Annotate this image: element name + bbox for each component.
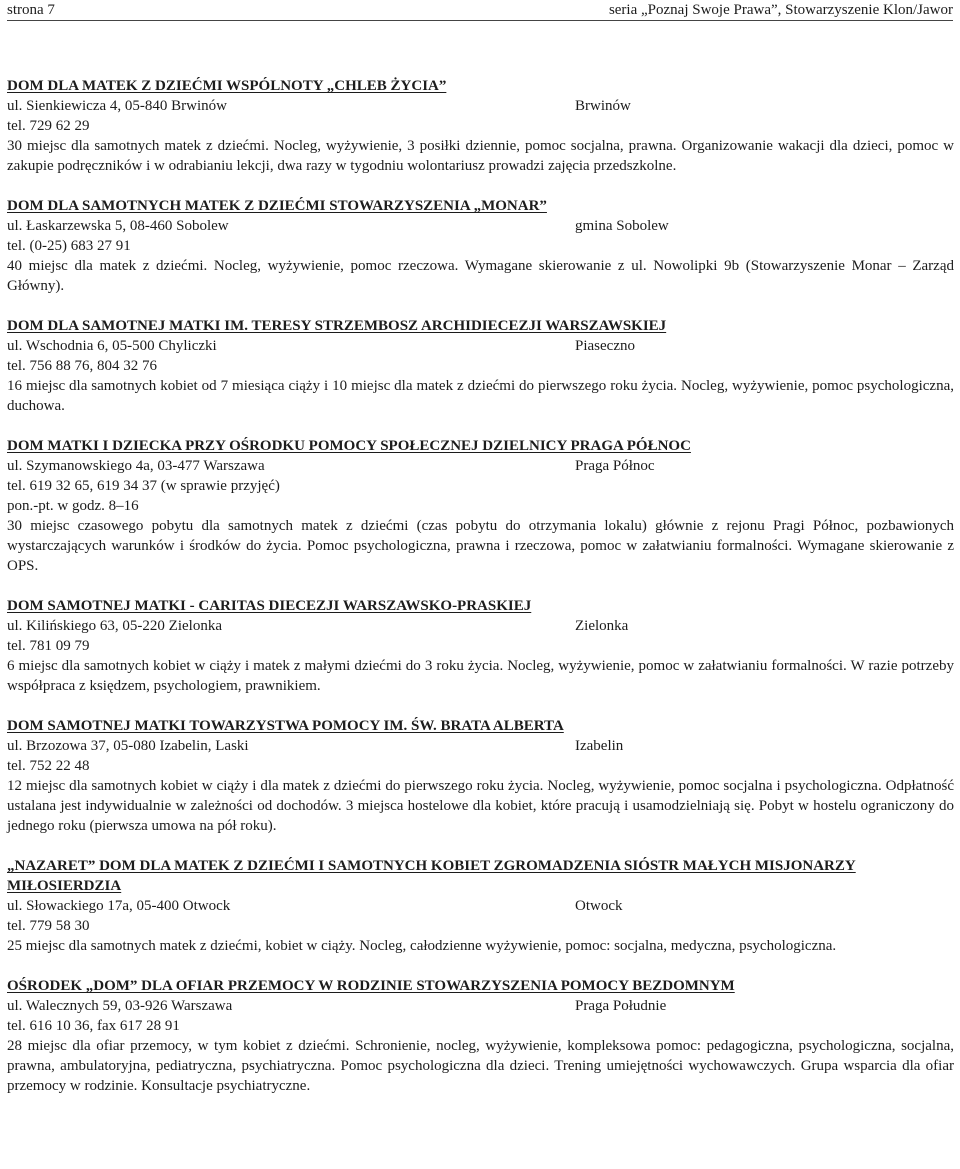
address: ul. Sienkiewicza 4, 05-840 Brwinów: [7, 98, 227, 114]
address-row: [7, 996, 954, 1016]
phone: tel. (0-25) 683 27 91: [7, 238, 131, 254]
entry-monar: [7, 196, 954, 296]
phone: tel. 619 32 65, 619 34 37 (w sprawie przyjęć): [7, 478, 280, 494]
address: ul. Brzozowa 37, 05-080 Izabelin, Laski: [7, 738, 249, 754]
opening-hours: pon.-pt. w godz. 8–16: [7, 498, 139, 514]
entry-chleb-zycia: [7, 76, 954, 176]
entry-nazaret: [7, 856, 954, 956]
address-row: [7, 736, 954, 756]
place: Izabelin: [575, 738, 624, 754]
address: ul. Wschodnia 6, 05-500 Chyliczki: [7, 338, 217, 354]
description: 30 miejsc dla samotnych matek z dziećmi. Nocleg, wyżywienie, 3 posiłki dziennie, pomoc socjalna, prawna. Organizowanie wakacji dla dzieci, pomoc w zakupie podręczników i w odrabianiu lekcji, dwa razy w tygodniu wolontariusz prowadzi zajęcia przedszkolne.: [7, 138, 954, 174]
place: Brwinów: [575, 98, 631, 114]
description: 28 miejsc dla ofiar przemocy, w tym kobiet z dziećmi. Schronienie, nocleg, wyżywienie, kompleksowa pomoc: pedagogiczna, psychologiczna, socjalna, prawna, ambulatoryjna, pediatryczna, psychiatryczna. Pomoc psychologiczna dla dzieci. Trening umiejętności wychowawczych. Grupa wsparcia dla ofiar przemocy w rodzinie. Konsultacje psychiatryczne.: [7, 1038, 954, 1094]
entry-title: DOM SAMOTNEJ MATKI - CARITAS DIECEZJI WARSZAWSKO-PRASKIEJ: [7, 598, 532, 614]
address-row: [7, 216, 954, 236]
description: 6 miejsc dla samotnych kobiet w ciąży i matek z małymi dziećmi do 3 roku życia. Nocleg, wyżywienie, pomoc w załatwianiu formalności. W razie potrzeby współpraca z księdzem, psychologiem, prawnikiem.: [7, 658, 954, 694]
place: Piaseczno: [575, 338, 635, 354]
phone: tel. 779 58 30: [7, 918, 90, 934]
entry-title: DOM MATKI I DZIECKA PRZY OŚRODKU POMOCY SPOŁECZNEJ DZIELNICY PRAGA PÓŁNOC: [7, 438, 691, 454]
page-number: strona 7: [7, 2, 55, 18]
description: 40 miejsc dla matek z dziećmi. Nocleg, wyżywienie, pomoc rzeczowa. Wymagane skierowanie z ul. Nowolipki 9b (Stowarzyszenie Monar – Zarząd Główny).: [7, 258, 954, 294]
address: ul. Słowackiego 17a, 05-400 Otwock: [7, 898, 231, 914]
entry-osrodek-dom: [7, 976, 954, 1096]
document-body: [7, 76, 954, 1116]
entry-title: DOM DLA MATEK Z DZIEĆMI WSPÓLNOTY „CHLEB ŻYCIA”: [7, 78, 447, 94]
entry-praga-polnoc: [7, 436, 954, 576]
place: Otwock: [575, 898, 623, 914]
address-row: [7, 456, 954, 476]
entry-brat-albert: [7, 716, 954, 836]
entry-title: DOM DLA SAMOTNEJ MATKI IM. TERESY STRZEMBOSZ ARCHIDIECEZJI WARSZAWSKIEJ: [7, 318, 667, 334]
place: Praga Północ: [575, 458, 655, 474]
entry-caritas: [7, 596, 954, 696]
phone: tel. 781 09 79: [7, 638, 90, 654]
address: ul. Walecznych 59, 03-926 Warszawa: [7, 998, 233, 1014]
phone: tel. 616 10 36, fax 617 28 91: [7, 1018, 180, 1034]
phone: tel. 752 22 48: [7, 758, 90, 774]
address: ul. Łaskarzewska 5, 08-460 Sobolew: [7, 218, 229, 234]
address-row: [7, 96, 954, 116]
phone: tel. 729 62 29: [7, 118, 90, 134]
entry-title: DOM SAMOTNEJ MATKI TOWARZYSTWA POMOCY IM. ŚW. BRATA ALBERTA: [7, 718, 564, 734]
page-header: [7, 0, 953, 21]
address: ul. Kilińskiego 63, 05-220 Zielonka: [7, 618, 222, 634]
entry-title: „NAZARET” DOM DLA MATEK Z DZIEĆMI I SAMOTNYCH KOBIET ZGROMADZENIA SIÓSTR MAŁYCH MISJONARZY MIŁOSIERDZIA: [7, 858, 856, 894]
description: 12 miejsc dla samotnych kobiet w ciąży i dla matek z dziećmi do pierwszego roku życia. Nocleg, wyżywienie, pomoc socjalna i psychologiczna. Odpłatność ustalana jest indywidualnie w zależności od dochodów. 3 miejsca hostelowe dla kobiet, które pracują i usamodzielniają się. Pobyt w hostelu ograniczony do jednego roku (pierwsza umowa na pół roku).: [7, 778, 954, 834]
place: gmina Sobolew: [575, 218, 669, 234]
entry-title: DOM DLA SAMOTNYCH MATEK Z DZIEĆMI STOWARZYSZENIA „MONAR”: [7, 198, 547, 214]
phone: tel. 756 88 76, 804 32 76: [7, 358, 157, 374]
entry-title: OŚRODEK „DOM” DLA OFIAR PRZEMOCY W RODZINIE STOWARZYSZENIA POMOCY BEZDOMNYM: [7, 978, 735, 994]
address-row: [7, 616, 954, 636]
series-title: seria „Poznaj Swoje Prawa”, Stowarzyszenie Klon/Jawor: [608, 2, 953, 18]
address: ul. Szymanowskiego 4a, 03-477 Warszawa: [7, 458, 265, 474]
place: Zielonka: [575, 618, 629, 634]
entry-strzembosz: [7, 316, 954, 416]
address-row: [7, 336, 954, 356]
description: 30 miejsc czasowego pobytu dla samotnych matek z dziećmi (czas pobytu do otrzymania lokalu) głównie z rejonu Pragi Północ, pozbawionych wystarczających warunków i środków do życia. Pomoc psychologiczna, prawna i rzeczowa, pomoc w załatwianiu formalności. Wymagane skierowanie z OPS.: [7, 518, 954, 574]
description: 16 miejsc dla samotnych kobiet od 7 miesiąca ciąży i 10 miejsc dla matek z dziećmi do pierwszego roku życia. Nocleg, wyżywienie, pomoc psychologiczna, duchowa.: [7, 378, 954, 414]
place: Praga Południe: [575, 998, 667, 1014]
address-row: [7, 896, 954, 916]
description: 25 miejsc dla samotnych matek z dziećmi, kobiet w ciąży. Nocleg, całodzienne wyżywienie, pomoc: socjalna, medyczna, psychologiczna.: [7, 938, 837, 954]
